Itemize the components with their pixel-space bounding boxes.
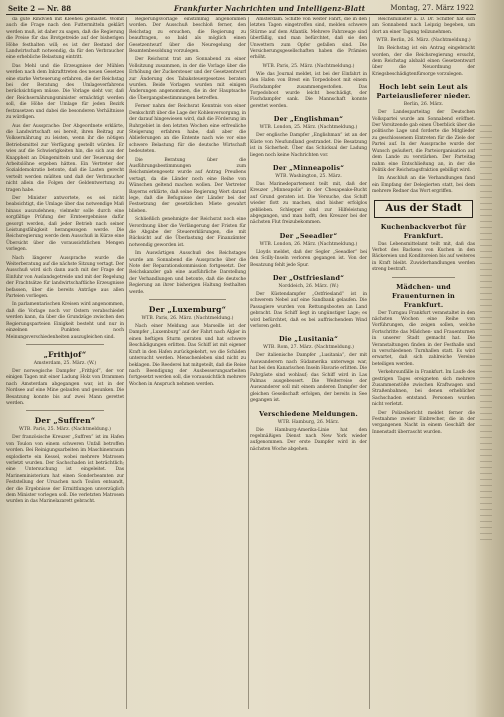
article-text: Amsterdam. Schiffe von weiter Fahrt, die in den letzten Tagen eingetroffen sind, melden schwere Stürme auf dem Atlantik. Mehrere Fahrzeuge sind überfällig, und man befürchtet, daß sie den Unwettern zum Opfer gefallen sind. Die Versicherungsgesellschaften haben die Prämien erhöht. (250, 17, 367, 61)
column-1 (6, 17, 124, 709)
article-text: Regierungsvorlage einstimmig angenommen worden. Der Ausschuß beschloß ferner, den Reichstag zu ersuchen, die Regierung zu beauftragen, so bald als möglich einen Gesetzentwurf über die Neuregelung der Beamtenbesoldung vorzulegen. (129, 17, 246, 55)
article-text: Der Reichsrat trat am Sonnabend zu einer Vollsitzung zusammen, in der die Vorlage über die Erhöhung der Zuckersteuer und der Gesetzentwurf zur Änderung des Tabaksteuergesetzes beraten wurden. Beide Vorlagen wurden mit einigen Änderungen angenommen, die in der Hauptsache die Übergangsbestimmungen betreffen. (129, 57, 246, 101)
column-rule (248, 17, 249, 709)
article-text: Lloyds meldet, daß der Segler „Seeadler“ bei den Scilly-Inseln verloren gegangen ist. Von der Besatzung fehlt jede Spur. (250, 249, 367, 268)
dateline: WTB. Washington, 25. März. (275, 173, 342, 179)
article-headline: Der „Seeadler“ (279, 231, 338, 240)
dateline: WTB. Paris, 25. März. (Nachtmeldung.) (19, 427, 111, 433)
column-3 (250, 17, 367, 709)
dateline: Norddeich, 26. März. (W.) (278, 283, 339, 289)
article-text: Verkehrsunfälle in Frankfurt. Im Laufe des gestrigen Tages ereigneten sich mehrere Zusammenstöße zwischen Kraftwagen und Straßenbahnen, bei denen erheblicher Sachschaden entstand. Personen wurden nicht verletzt. (372, 370, 475, 408)
column-4 (372, 17, 475, 709)
dateline: WTB. Berlin, 26. März. (Nachtmeldung.) (376, 38, 471, 44)
dateline: WTB. Paris, 25. März. (Nachtmeldung.) (262, 63, 355, 69)
divider (392, 277, 455, 278)
section-box-title: Aus der Stadt (374, 200, 473, 218)
article-headline: Die „Lusitania“ (278, 335, 339, 344)
page-number: Seite 2 — Nr. 88 (8, 4, 72, 13)
article-headline: Der „Luxemburg“ (148, 305, 227, 315)
article-text: Das Mehl und die Erzeugnisse der Mühlen werden nach dem Inkrafttreten des neuen Gesetzes eine starke Verteuerung erfahren, die der Reichstag bei der Beratung des Umlageverfahrens berücksichtigen müsse. Die Vorlage sieht vor, daß der Reichsernährungsminister ermächtigt werden soll, die Höhe der Umlage für jeden Bezirk festzusetzen und dabei die besonderen Verhältnisse zu würdigen. (6, 63, 124, 121)
column-2 (129, 17, 246, 709)
article-text: Nach einer Meldung aus Marseille ist der Dampfer „Luxemburg“ auf der Fahrt nach Algier in einen heftigen Sturm geraten und hat schwere Beschädigungen erlitten. Das Schiff ist mit eigener Kraft in den Hafen zurückgekehrt, wo die Schäden untersucht werden. Menschenleben sind nicht zu beklagen. Die Reederei hat mitgeteilt, daß die Reise nach Beendigung der Ausbesserungsarbeiten fortgesetzt werden soll, die voraussichtlich mehrere Wochen in Anspruch nehmen werden. (129, 324, 246, 387)
page-header (6, 3, 476, 15)
article-text: Aus der Aussprache: Der Abgeordnete erklärte, die Landwirtschaft sei bereit, ihren Beitrag zur Volksernährung zu leisten, wenn ihr die nötigen Betriebsmittel zur Verfügung gestellt würden. Er wies auf die Schwierigkeiten hin, die sich aus der Knappheit an Düngemitteln und der Teuerung der Arbeitslöhne ergeben hätten. Ein Vertreter der Sozialdemokratie betonte, daß die Lasten gerecht verteilt werden müßten und daß der Verbraucher nicht allein die Folgen der Geldentwertung zu tragen habe. (6, 123, 124, 193)
page-edge (476, 0, 504, 717)
article-headline: Der „Englishman“ (273, 115, 344, 124)
dateline: WTB. London, 25. März. (Nachtmeldung.) (259, 125, 358, 131)
dateline: WTB. London, 26. März. (Nachtmeldung.) (259, 241, 358, 247)
article-text: Reichsminister a. D. Dr. Schiffer hat sich am Sonnabend nach Leipzig begeben, um dort an einer Tagung teilzunehmen. (372, 17, 475, 35)
divider (149, 299, 226, 300)
article-text: Schließlich genehmigte der Reichsrat noch eine Verordnung über die Verlängerung der Fristen für die Abgabe der Steuererklärungen, die mit Rücksicht auf die Überlastung der Finanzämter notwendig geworden ist. (129, 217, 246, 248)
article-text: Die Hamburg-Amerika-Linie hat den regelmäßigen Dienst nach New York wieder aufgenommen. Der erste Dampfer wird in der nächsten Woche abgehen. (250, 427, 367, 452)
article-text: Das Marinedepartement teilt mit, daß der Kreuzer „Minneapolis“ in der Chesapeake-Bucht auf Grund geraten ist. Die Versuche, das Schiff wieder flott zu machen, sind bisher erfolglos geblieben. Schlepper sind zur Hilfeleistung abgegangen, und man hofft, den Kreuzer bei der nächsten Flut freizubekommen. (250, 181, 367, 226)
article-headline: Hoch lebt sein Leut als Parteiauslieferer nieder. (376, 83, 471, 101)
masthead-title: Frankfurter Nachrichten und Intelligenz-Blatt (174, 4, 366, 13)
issue-date: Montag, 27. März 1922 (390, 4, 474, 12)
column-rule (369, 17, 370, 709)
article-headline: Der „Minneapolis“ (272, 163, 345, 172)
article-headline: Mädchen- und Frauenturnen in Frankfurt. (392, 282, 455, 309)
article-text: Der Minister antwortete, es sei nicht beabsichtigt, die Umlage über das notwendige Maß hinaus auszudehnen; vielmehr solle durch eine sorgfältige Prüfung der Ernteergebnisse dafür gesorgt werden, daß jeder Betrieb nach seiner Leistungsfähigkeit herangezogen werde. Die Reichsregierung werde dem Ausschuß in Kürze eine Übersicht über die voraussichtlichen Mengen vorlegen. (6, 195, 124, 253)
dateline: WTB. Rom, 27. März. (Nachtmeldung.) (263, 345, 354, 351)
column-rule (126, 17, 127, 709)
article-text: Der Turngau Frankfurt veranstaltet in den nächsten Wochen eine Reihe von Vorführungen, die zeigen sollen, welche Fortschritte das Mädchen- und Frauenturnen in unserer Stadt gemacht hat. Die Veranstaltungen finden in der Festhalle und in verschiedenen Turnhallen statt. Es wird erwartet, daß sich zahlreiche Vereine beteiligen werden. (372, 310, 475, 367)
article-text: Im Auswärtigen Ausschuß des Reichstages wurde am Sonnabend die Aussprache über die Note der Reparationskommission fortgesetzt. Der Reichskanzler gab eine ausführliche Darstellung der Verhandlungen und betonte, daß die deutsche Regierung an ihrer bisherigen Haltung festhalten werde. (129, 251, 246, 295)
article-text: Der italienische Dampfer „Lusitania“, der mit Auswanderern nach Südamerika unterwegs war, hat bei den Kanarischen Inseln Havarie erlitten. Die Fahrgäste sind wohlauf; das Schiff wird in Las Palmas ausgebessert. Die Weiterreise der Auswanderer soll mit einem anderen Dampfer der gleichen Gesellschaft erfolgen, der bereits in See gegangen ist. (250, 353, 367, 404)
article-text: Nach längerer Aussprache wurde die Weiterberatung auf die nächste Sitzung vertagt. Der Ausschuß wird sich dann auch mit der Frage der Einfuhr von Auslandsgetreide und mit der Regelung der Frachtsätze für landwirtschaftliche Erzeugnisse befassen, über die bereits Anträge aus allen Parteien vorliegen. (6, 255, 124, 300)
article-headline: Der „Suffren“ (34, 416, 96, 426)
divider (26, 344, 104, 345)
article-text: Die Beratung über die Ausführungsbestimmungen zum Reichsmietengesetz wurde auf Antrag Preußens vertagt, da die Länder noch eine Reihe von Wünschen geltend machen wollen. Der Vertreter Bayerns erklärte, daß seine Regierung Wert darauf lege, daß die Befugnisse der Länder bei der Festsetzung der gesetzlichen Miete gewahrt blieben. (129, 157, 246, 214)
article-text: Das Lebensmittelamt teilt mit, daß das Verbot des Backens von Kuchen in den Bäckereien und Konditoreien bis auf weiteres in Kraft bleibt. Zuwiderhandlungen werden streng bestraft. (372, 241, 475, 273)
article-headline: „Frithjof“ (43, 349, 87, 359)
article-text: Im Anschluß an die Verhandlungen fand ein Empfang der Delegierten statt, bei dem mehrere Redner das Wort ergriffen. (372, 176, 475, 195)
dateline: WTB. Hamburg, 26. März. (277, 419, 340, 425)
article-text: In parlamentarischen Kreisen wird angenommen, daß die Vorlage noch vor Ostern verabschiedet werden kann, da über die Grundzüge zwischen den Regierungsparteien Einigkeit besteht und nur in einzelnen Punkten noch Meinungsverschiedenheiten auszugleichen sind. (6, 302, 124, 340)
dateline: WTB. Paris, 26. März. (Nachtmeldung.) (141, 316, 234, 322)
article-text: Der französische Kreuzer „Suffren“ ist im Hafen von Toulon von einem schweren Unfall betroffen worden. Bei Reinigungsarbeiten im Maschinenraum explodierte ein Kessel, wobei mehrere Matrosen verletzt wurden. Der Sachschaden ist beträchtlich; eine Untersuchung ist eingeleitet. Das Marineministerium hat einen Sonderbeamten zur Feststellung der Ursachen nach Toulon entsandt, der die Ergebnisse der Ermittlungen unverzüglich dem Minister vorlegen soll. Die verletzten Matrosen wurden in das Marinelazarett gebracht. (6, 435, 124, 505)
article-text: Im Reichstag ist ein Antrag eingebracht worden, der die Reichsregierung ersucht, dem Reichstag alsbald einen Gesetzentwurf über die Neuordnung der Kriegsbeschädigtenfürsorge vorzulegen. (372, 46, 475, 77)
article-headline: Verschiedene Meldungen. (259, 409, 358, 418)
dateline: Amsterdam, 25. März. (W.) (33, 360, 97, 366)
dateline: Berlin, 26. März. (403, 102, 444, 108)
divider (26, 410, 104, 411)
article-headline: Der „Ostfriesland“ (272, 273, 345, 282)
article-text: Der Landesparteitag der Deutschen Volkspartei wurde am Sonnabend eröffnet. Der Vorsitzende gab einen Überblick über die politische Lage und forderte die Mitglieder zu geschlossenem Eintreten für die Ziele der Partei auf. In der Aussprache wurde der Wunsch geäußert, die Parteiorganisation auf dem Lande zu verstärken. Der Parteitag nahm eine Entschließung an, in der die Politik der Reichstagsfraktion gebilligt wird. (372, 110, 475, 173)
article-text: Der norwegische Dampfer „Frithjof“, der vor einigen Tagen mit einer Ladung Holz von Drammen nach Amsterdam abgegangen war, ist in der Nordsee auf eine Mine gelaufen und gesunken. Die Besatzung konnte bis auf zwei Mann gerettet werden. (6, 368, 124, 406)
article-text: Der Polizeibericht meldet ferner die Festnahme zweier Einbrecher, die in der vergangenen Nacht in einem Geschäft der Innenstadt überrascht wurden. (372, 410, 475, 435)
article-text: Der Küstendampfer „Ostfriesland“ ist in schwerem Nebel auf eine Sandbank gelaufen. Die Passagiere wurden von Rettungsbooten an Land gebracht. Das Schiff liegt in ungünstiger Lage; es wird befürchtet, daß es bei auffrischendem Wind verloren geht. (250, 291, 367, 329)
article-headline: Kuchenbackverbot für Frankfurt. (380, 222, 467, 240)
article-text: da gute Rindvieh mit Kleeheu gemästet. Womit auch die Frage nach den Futtermitteln geklärt werden muß, ist daher zu sagen, daß die Regierung die Preise für das Brotgetreide auf der bisherigen Höhe festhalten will; es ist der Bestand der Landwirtschaft notwendig, da für den Verbraucher eine erhebliche Belastung eintritt. (6, 17, 124, 61)
article-text: Der englische Dampfer „Englishman“ ist an der Küste von Neufundland gestrandet. Die Besatzung ist in Sicherheit. Über das Schicksal der Ladung liegen noch keine Nachrichten vor. (250, 133, 367, 158)
article-text: Ferner nahm der Reichsrat Kenntnis von einer Denkschrift über die Lage der Kohlenversorgung, in der darauf hingewiesen wird, daß die Förderung im Ruhrgebiet in den letzten Wochen eine erfreuliche Steigerung erfahren habe, daß aber die Ablieferungen an die Entente nach wie vor eine schwere Belastung für die deutsche Wirtschaft bedeuteten. (129, 104, 246, 155)
article-text: Wie das Journal meldet, ist bei der Einfahrt in den Hafen von Brest ein Torpedoboot mit einem Fischdampfer zusammengestoßen. Das Torpedoboot wurde leicht beschädigt, der Fischdampfer sank. Die Mannschaft konnte gerettet werden. (250, 71, 367, 109)
